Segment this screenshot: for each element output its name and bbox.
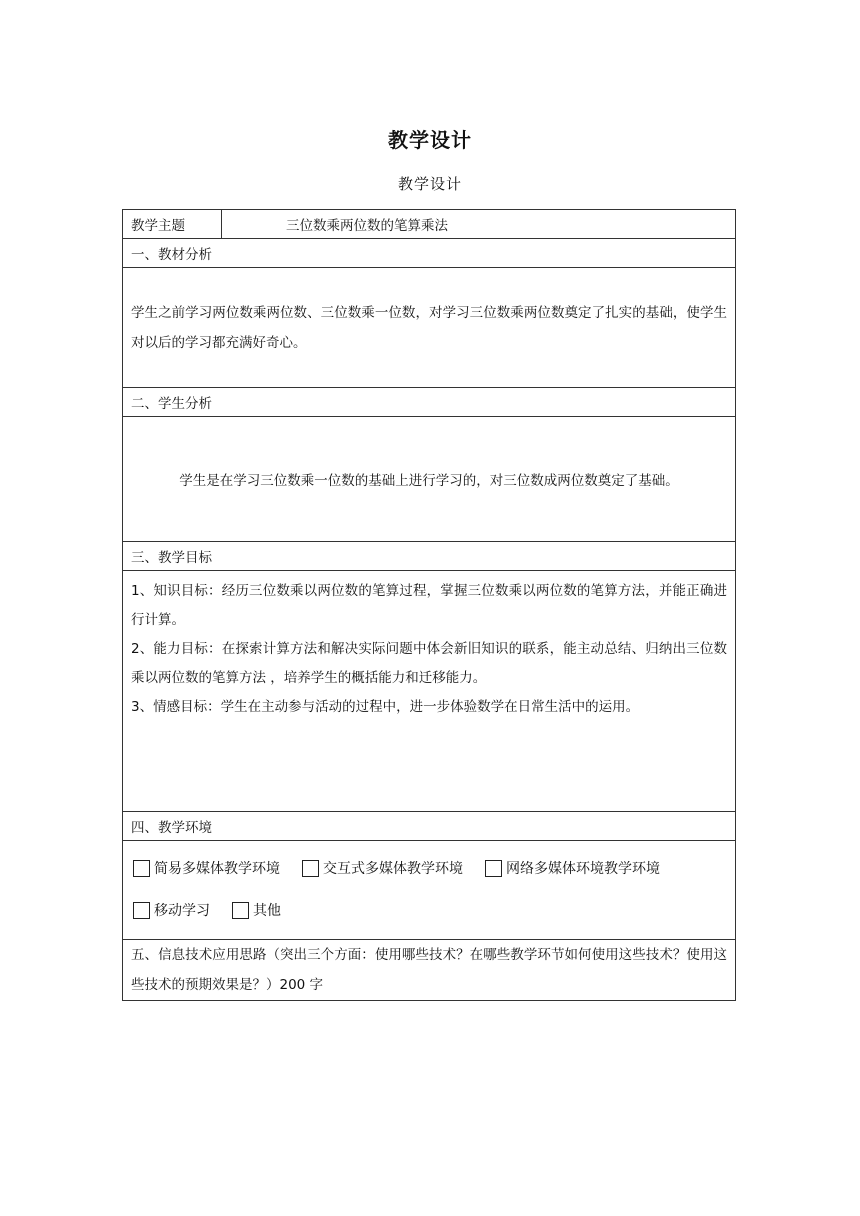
section-body-row xyxy=(123,571,736,812)
topic-value: 三位数乘两位数的笔算乘法 xyxy=(222,210,736,239)
lesson-design-table xyxy=(122,209,736,1001)
checkbox[interactable] xyxy=(485,860,502,877)
env-option-label: 移动学习 xyxy=(154,903,210,919)
env-option-interactive-multimedia[interactable] xyxy=(302,858,463,878)
env-option-label: 其他 xyxy=(253,903,281,919)
env-options xyxy=(123,841,736,940)
env-options-line xyxy=(133,889,727,931)
section3-header: 三、教学目标 xyxy=(123,542,736,571)
env-option-mobile-learning[interactable] xyxy=(133,900,210,920)
section-body-row xyxy=(123,417,736,542)
section1-header: 一、教材分析 xyxy=(123,239,736,268)
env-option-label: 网络多媒体环境教学环境 xyxy=(506,861,660,877)
section-body-row xyxy=(123,268,736,388)
section4-header: 四、教学环境 xyxy=(123,812,736,841)
checkbox[interactable] xyxy=(133,860,150,877)
section-header-row xyxy=(123,812,736,841)
env-option-label: 交互式多媒体教学环境 xyxy=(323,861,463,877)
section1-body: 学生之前学习两位数乘两位数、三位数乘一位数，对学习三位数乘两位数奠定了扎实的基础，使学生对以后的学习都充满好奇心。 xyxy=(123,268,736,388)
env-option-label: 简易多媒体教学环境 xyxy=(154,861,280,877)
goal-item: 3、情感目标：学生在主动参与活动的过程中，进一步体验数学在日常生活中的运用。 xyxy=(131,699,640,715)
section2-header: 二、学生分析 xyxy=(123,388,736,417)
goal-item: 2、能力目标：在探索计算方法和解决实际问题中体会新旧知识的联系，能主动总结、归纳出三位数乘以两位数的笔算方法 ，培养学生的概括能力和迁移能力。 xyxy=(131,641,727,686)
section5-text: 五、信息技术应用思路（突出三个方面：使用哪些技术？在哪些教学环节如何使用这些技术？使用这些技术的预期效果是？）200 字 xyxy=(123,940,736,1001)
env-option-simple-multimedia[interactable] xyxy=(133,858,280,878)
section3-goals xyxy=(123,571,736,812)
goal-item: 1、知识目标：经历三位数乘以两位数的笔算过程，掌握三位数乘以两位数的笔算方法，并能正确进行计算。 xyxy=(131,583,727,628)
env-options-row xyxy=(123,841,736,940)
section-header-row xyxy=(123,388,736,417)
checkbox[interactable] xyxy=(133,902,150,919)
env-option-other[interactable] xyxy=(232,900,281,920)
section2-body: 学生是在学习三位数乘一位数的基础上进行学习的，对三位数成两位数奠定了基础。 xyxy=(123,417,736,542)
section5-row xyxy=(123,940,736,1001)
section-header-row xyxy=(123,542,736,571)
env-options-line xyxy=(133,847,727,889)
section-header-row xyxy=(123,239,736,268)
topic-label: 教学主题 xyxy=(123,210,222,239)
checkbox[interactable] xyxy=(232,902,249,919)
checkbox[interactable] xyxy=(302,860,319,877)
env-option-network-multimedia[interactable] xyxy=(485,858,660,878)
page-subtitle: 教学设计 xyxy=(397,175,462,193)
page-title: 教学设计 xyxy=(388,128,472,152)
topic-row xyxy=(123,210,736,239)
